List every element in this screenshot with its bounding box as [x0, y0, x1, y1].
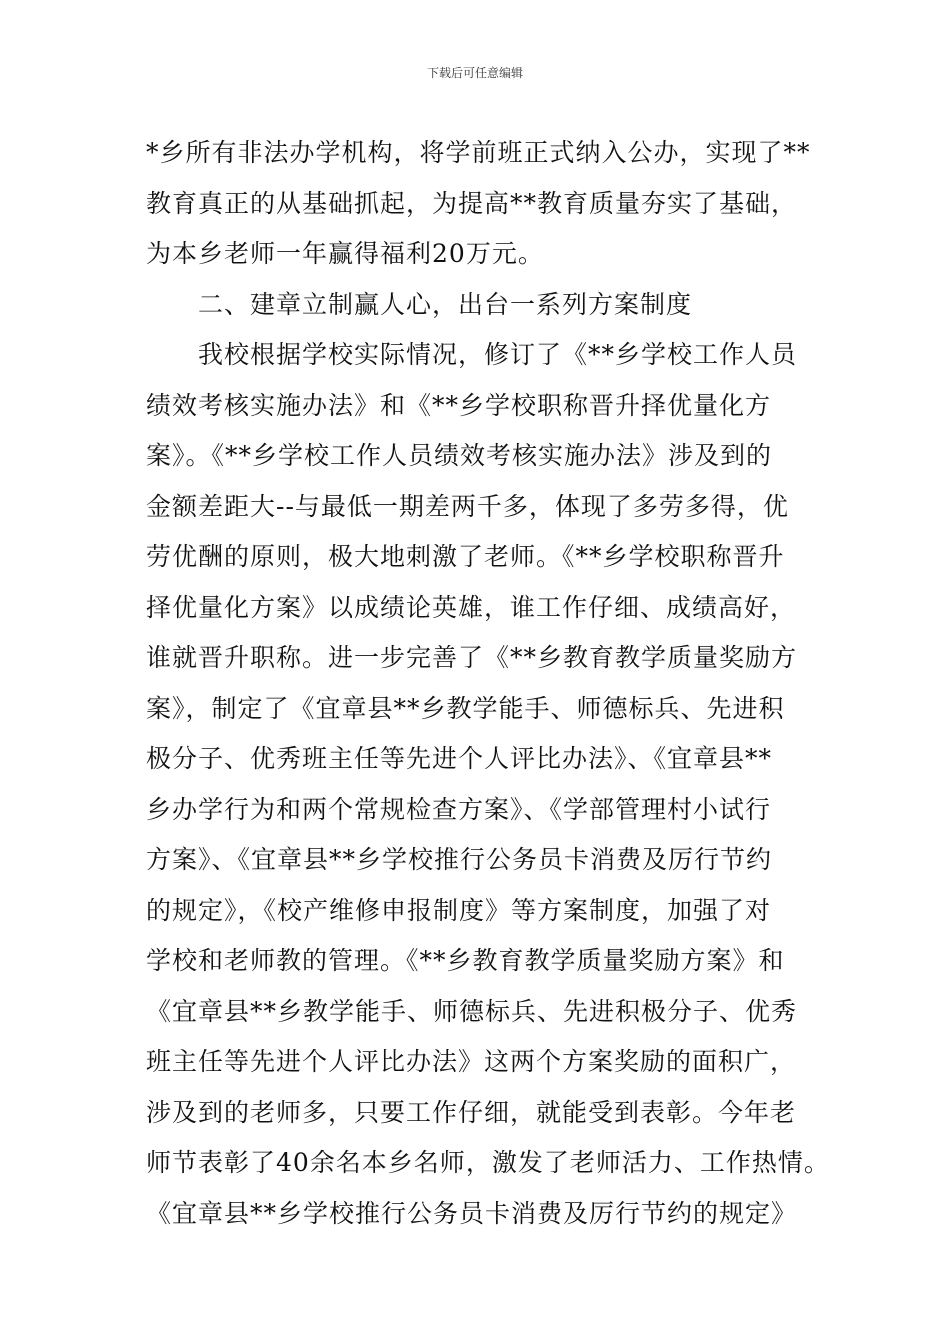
text-line: 方案》、《宜章县**乡学校推行公务员卡消费及厉行节约 — [146, 845, 773, 874]
text-line: *乡所有非法办学机构，将学前班正式纳入公办，实现了** — [146, 138, 811, 167]
text-line: 涉及到的老师多，只要工作仔细，就能受到表彰。今年老 — [146, 1097, 797, 1127]
text-line: 师节表彰了40余名本乡名师，激发了老师活力、工作热情。 — [146, 1148, 830, 1177]
text-line: 班主任等先进个人评比办法》这两个方案奖励的面积广， — [146, 1047, 797, 1076]
text-line: 案》，制定了《宜章县**乡教学能手、师德标兵、先进积 — [146, 693, 785, 723]
text-line: 金额差距大--与最低一期差两千多，体现了多劳多得，优 — [146, 491, 789, 521]
text-line: 劳优酬的原则，极大地刺激了老师。《**乡学校职称晋升 — [146, 542, 785, 571]
text-line: 学校和老师教的管理。《**乡教育教学质量奖励方案》和 — [146, 946, 785, 975]
text-line: 为本乡老师一年赢得福利20万元。 — [146, 239, 544, 268]
text-line: 择优量化方案》以成绩论英雄，谁工作仔细、成绩高好， — [146, 592, 797, 622]
text-line: 《宜章县**乡教学能手、师德标兵、先进积极分子、优秀 — [146, 996, 798, 1026]
text-line: 教育真正的从基础抓起，为提高**教育质量夯实了基础， — [146, 188, 798, 218]
text-line: 绩效考核实施办法》和《**乡学校职称晋升择优量化方 — [146, 390, 772, 420]
text-line: 极分子、优秀班主任等先进个人评比办法》、《宜章县** — [146, 744, 773, 773]
page-header: 下载后可任意编辑 — [426, 66, 523, 80]
text-line: 乡办学行为和两个常规检查方案》、《学部管理村小试行 — [146, 794, 772, 824]
text-line: 案》。《**乡学校工作人员绩效考核实施办法》涉及到的 — [146, 441, 773, 470]
document-body — [146, 128, 846, 1239]
section-heading: 二、建章立制赢人心，出台一系列方案制度 — [198, 289, 693, 319]
text-line: 的规定》，《校产维修申报制度》等方案制度，加强了对 — [146, 895, 772, 925]
text-line: 我校根据学校实际情况，修订了《**乡学校工作人员 — [198, 340, 798, 369]
text-line: 《宜章县**乡学校推行公务员卡消费及厉行节约的规定》 — [146, 1198, 798, 1228]
text-line: 谁就晋升职称。进一步完善了《**乡教育教学质量奖励方 — [146, 643, 798, 672]
